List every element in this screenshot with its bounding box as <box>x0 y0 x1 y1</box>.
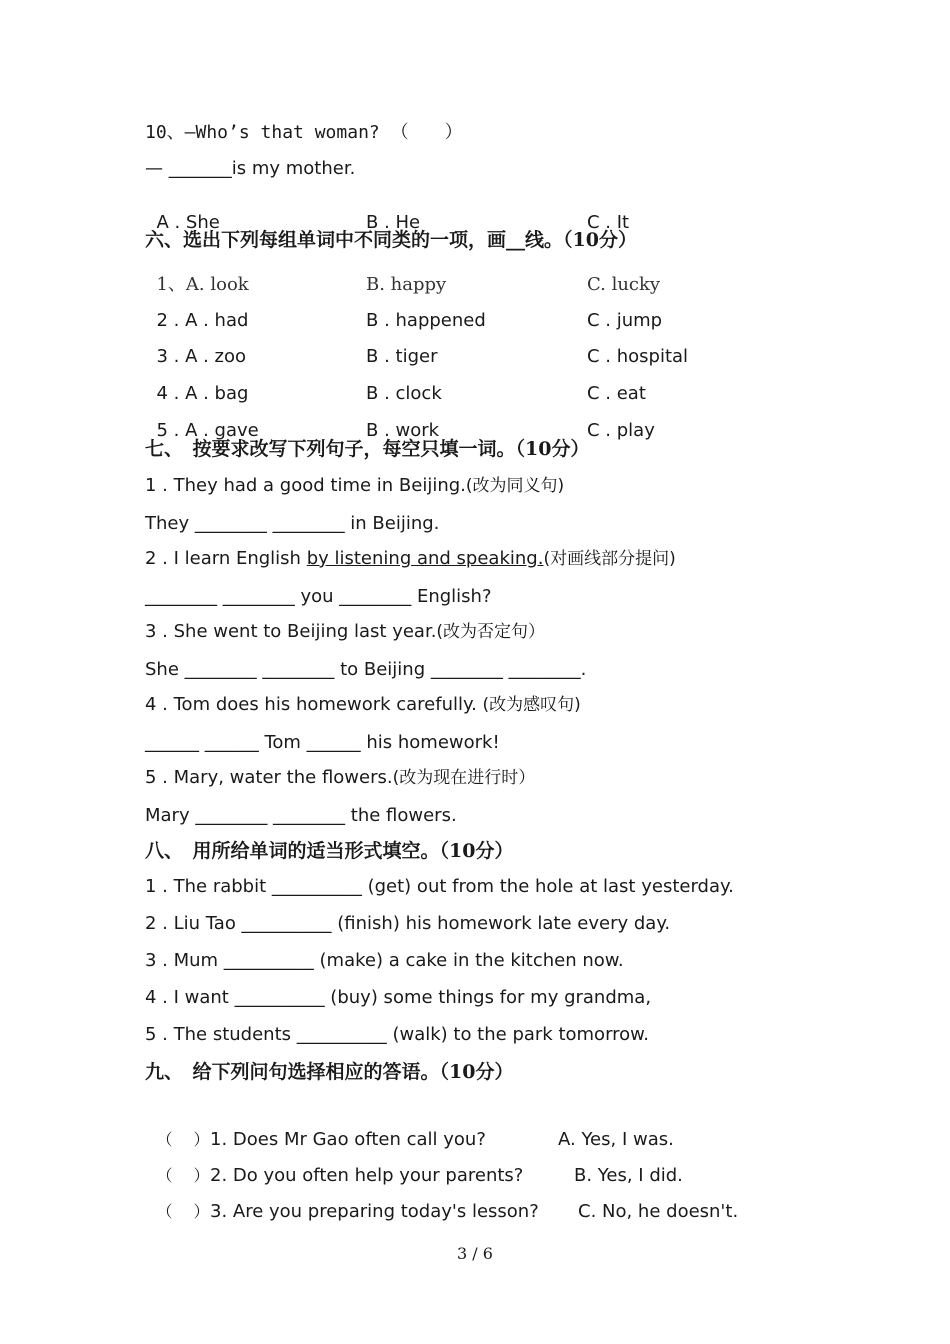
row5-option-c: C . play <box>587 420 655 441</box>
row2-option-c: C . jump <box>587 310 663 331</box>
section6-row-3 <box>145 330 689 367</box>
section7-a5: Mary ________ ________ the flowers. <box>145 805 457 826</box>
section6-row-5 <box>145 404 655 441</box>
section9-heading: 九、 给下列问句选择相应的答语。（10分） <box>145 1061 514 1083</box>
q5-sentence: 5 . Mary, water the flowers. <box>145 767 393 788</box>
q3-instruction: (改为否定句） <box>436 622 546 642</box>
section9-item-1 <box>145 1113 674 1150</box>
answer-option: A. Yes, I was. <box>558 1129 674 1150</box>
answer-option: C. No, he doesn't. <box>578 1201 739 1222</box>
section7-q3 <box>145 623 545 641</box>
section7-a3: She ________ ________ to Beijing ________ ________. <box>145 659 587 680</box>
question-text: 2. Do you often help your parents? <box>210 1165 524 1186</box>
section7-heading: 七、 按要求改写下列句子，每空只填一词。（10分） <box>145 438 590 460</box>
row4-option-a: 4 . A . bag <box>156 383 249 404</box>
section7-q2 <box>145 550 676 568</box>
row1-option-c: C. lucky <box>587 274 661 295</box>
q2-sentence: 2 . I learn English <box>145 548 307 569</box>
answer-option: B. Yes, I did. <box>574 1165 683 1186</box>
q4-sentence: 4 . Tom does his homework carefully. <box>145 694 483 715</box>
q1-sentence: 1 . They had a good time in Beijing. <box>145 475 466 496</box>
q1-instruction: (改为同义句) <box>465 476 565 496</box>
row5-option-a: 5 . A . gave <box>156 420 259 441</box>
row2-option-b: B . happened <box>366 310 486 331</box>
section8-item-4: 4 . I want __________ (buy) some things for my grandma, <box>145 987 652 1008</box>
answer-paren: （ ） <box>156 1130 210 1149</box>
q2-underlined-phrase: by listening and speaking. <box>306 548 544 569</box>
section8-item-1: 1 . The rabbit __________ (get) out from the hole at last yesterday. <box>145 876 734 897</box>
row4-option-b: B . clock <box>366 383 442 404</box>
row3-option-b: B . tiger <box>366 346 438 367</box>
section7-q5 <box>145 769 535 787</box>
q10-question: 10、—Who’s that woman? （ ） <box>145 122 463 143</box>
section8-heading: 八、 用所给单词的适当形式填空。（10分） <box>145 840 514 862</box>
section6-heading: 六、选出下列每组单词中不同类的一项，画__线。（10分） <box>145 229 637 251</box>
section7-a2: ________ ________ you ________ English? <box>145 586 492 607</box>
section8-item-3: 3 . Mum __________ (make) a cake in the kitchen now. <box>145 950 624 971</box>
section7-q1 <box>145 477 564 495</box>
section8-item-5: 5 . The students __________ (walk) to the park tomorrow. <box>145 1024 649 1045</box>
page-number: 3 / 6 <box>457 1244 493 1263</box>
q2-instruction: (对画线部分提问) <box>543 549 676 569</box>
question-text: 1. Does Mr Gao often call you? <box>210 1129 486 1150</box>
q10-option-b: B . He <box>366 212 421 233</box>
answer-paren: （ ） <box>156 1166 210 1185</box>
row4-option-c: C . eat <box>587 383 646 404</box>
q4-instruction: (改为感叹句) <box>482 695 581 715</box>
section7-q4 <box>145 696 581 714</box>
answer-paren: （ ） <box>156 1202 210 1221</box>
section6-row-1 <box>145 258 661 295</box>
section9-item-3 <box>145 1185 739 1222</box>
q3-sentence: 3 . She went to Beijing last year. <box>145 621 437 642</box>
row3-option-a: 3 . A . zoo <box>156 346 247 367</box>
row1-option-b: B. happy <box>366 274 447 295</box>
section9-item-2 <box>145 1149 683 1186</box>
q10-option-a: A . She <box>156 212 220 233</box>
q10-answer-line: — _______is my mother. <box>145 158 356 179</box>
row2-option-a: 2 . A . had <box>156 310 249 331</box>
q5-instruction: (改为现在进行时） <box>392 768 536 788</box>
section8-item-2: 2 . Liu Tao __________ (finish) his homework late every day. <box>145 913 671 934</box>
question-text: 3. Are you preparing today's lesson? <box>210 1201 539 1222</box>
row5-option-b: B . work <box>366 420 440 441</box>
section6-row-4 <box>145 367 646 404</box>
q10-option-c: C . It <box>587 212 630 233</box>
section7-a4: ______ ______ Tom ______ his homework! <box>145 732 500 753</box>
row3-option-c: C . hospital <box>587 346 689 367</box>
section7-a1: They ________ ________ in Beijing. <box>145 513 440 534</box>
q10-options <box>145 196 630 233</box>
section6-row-2 <box>145 294 663 331</box>
row1-option-a: 1、A. look <box>156 274 249 295</box>
